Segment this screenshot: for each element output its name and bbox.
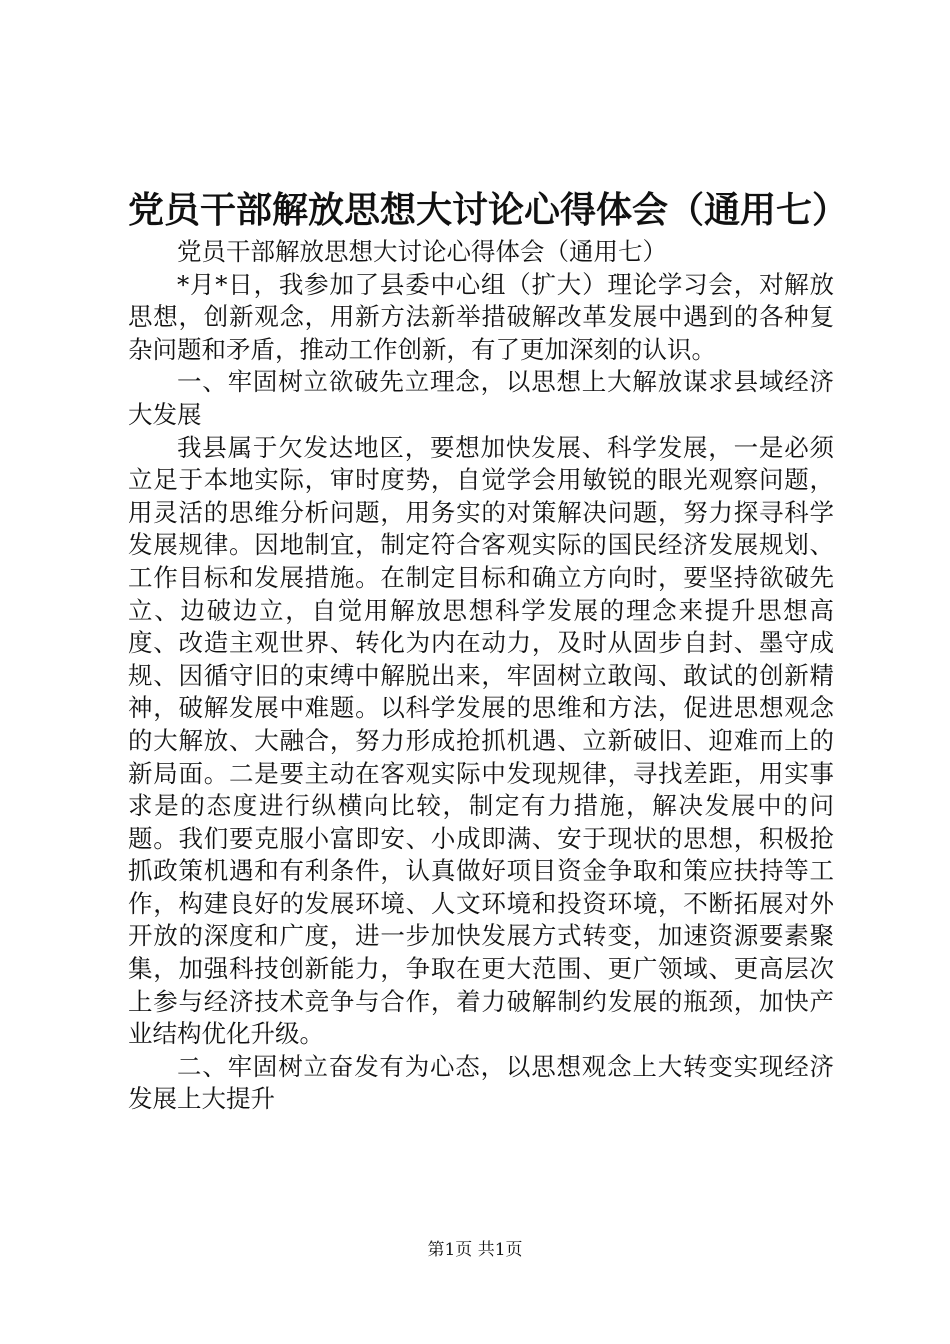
page-footer: 第1页 共1页 xyxy=(427,1240,523,1260)
paragraph-intro: *月*日，我参加了县委中心组（扩大）理论学习会，对解放思想，创新观念，用新方法新举措破解改革发展中遇到的各种复杂问题和矛盾，推动工作创新，有了更加深刻的认识。 xyxy=(128,269,834,364)
paragraph-section-1-body: 我县属于欠发达地区，要想加快发展、科学发展，一是必须立足于本地实际，审时度势，自觉学会用敏锐的眼光观察问题，用灵活的思维分析问题，用务实的对策解决问题，努力探寻科学发展规律。因地制宜，制定符合客观实际的国民经济发展规划、工作目标和发展措施。在制定目标和确立方向时，要坚持欲破先立、边破边立，自觉用解放思想科学发展的理念来提升思想高度、改造主观世界、转化为内在动力，及时从固步自封、墨守成规、因循守旧的束缚中解脱出来，牢固树立敢闯、敢试的创新精神，破解发展中难题。以科学发展的思维和方法，促进思想观念的大解放、大融合，努力形成抢抓机遇、立新破旧、迎难而上的新局面。二是要主动在客观实际中发现规律，寻找差距，用实事求是的态度进行纵横向比较，制定有力措施，解决发展中的问题。我们要克服小富即安、小成即满、安于现状的思想，积极抢抓政策机遇和有利条件，认真做好项目资金争取和策应扶持等工作，构建良好的发展环境、人文环境和投资环境，不断拓展对外开放的深度和广度，进一步加快发展方式转变，加速资源要素聚集，加强科技创新能力，争取在更大范围、更广领域、更高层次上参与经济技术竞争与合作，着力破解制约发展的瓶颈，加快产业结构优化升级。 xyxy=(128,432,834,1049)
section-heading-2: 二、牢固树立奋发有为心态，以思想观念上大转变实现经济发展上大提升 xyxy=(128,1051,834,1114)
section-heading-1: 一、牢固树立欲破先立理念，以思想上大解放谋求县域经济大发展 xyxy=(128,367,834,429)
paragraph-subtitle: 党员干部解放思想大讨论心得体会（通用七） xyxy=(177,237,667,266)
document-body xyxy=(128,236,834,1116)
document-title: 党员干部解放思想大讨论心得体会（通用七） xyxy=(128,189,849,231)
